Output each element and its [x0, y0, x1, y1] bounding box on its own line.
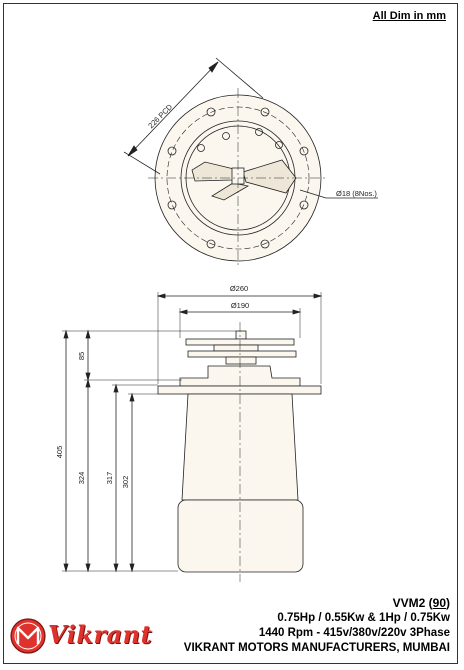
dim-317-label: 317 [105, 471, 114, 485]
top-view [124, 58, 378, 268]
company-name: VIKRANT MOTORS MANUFACTURERS, MUMBAI [183, 642, 450, 654]
motor-base [178, 500, 303, 572]
arrow [180, 310, 187, 314]
arrow [114, 385, 118, 392]
logo-wordmark: Vikrant [48, 620, 153, 649]
arrow [130, 564, 134, 571]
units-note: All Dim in mm [372, 10, 446, 22]
logo-emblem [11, 619, 45, 653]
arrow [86, 331, 90, 338]
title-block [150, 596, 450, 656]
pcd-label: 226 PCD [146, 102, 175, 131]
hole-label: Ø18 (8Nos.) [336, 189, 377, 198]
impeller-bottom-plate [188, 351, 296, 357]
power-rating: 0.75Hp / 0.55Kw & 1Hp / 0.75Kw [277, 612, 450, 624]
arrow [158, 294, 165, 298]
arrow [293, 310, 300, 314]
arrow [86, 380, 90, 387]
spacer [226, 357, 256, 364]
dim-302-label: 302 [121, 475, 130, 489]
arrow [314, 294, 321, 298]
dia-190-label: Ø190 [230, 301, 250, 310]
mounting-flange [158, 386, 321, 394]
arrow [64, 331, 68, 338]
impeller-vane [214, 345, 258, 351]
dia-260-label: Ø260 [229, 284, 249, 293]
shaft [236, 331, 246, 339]
dim-324-label: 324 [77, 471, 86, 485]
pcd-extension-2 [216, 58, 263, 98]
arrow [130, 394, 134, 401]
model-number: 90 [432, 596, 446, 610]
model-prefix: VVM2 ( [392, 596, 433, 610]
model-line [150, 596, 450, 611]
arrow [86, 564, 90, 571]
arrow [64, 564, 68, 571]
front-view [62, 292, 321, 582]
arrow [114, 564, 118, 571]
speed-voltage-rating: 1440 Rpm - 415v/380v/220v 3Phase [258, 627, 450, 639]
dim-405-label: 405 [55, 445, 64, 459]
dim-85-label: 85 [77, 351, 86, 361]
model-suffix: ) [446, 596, 450, 610]
